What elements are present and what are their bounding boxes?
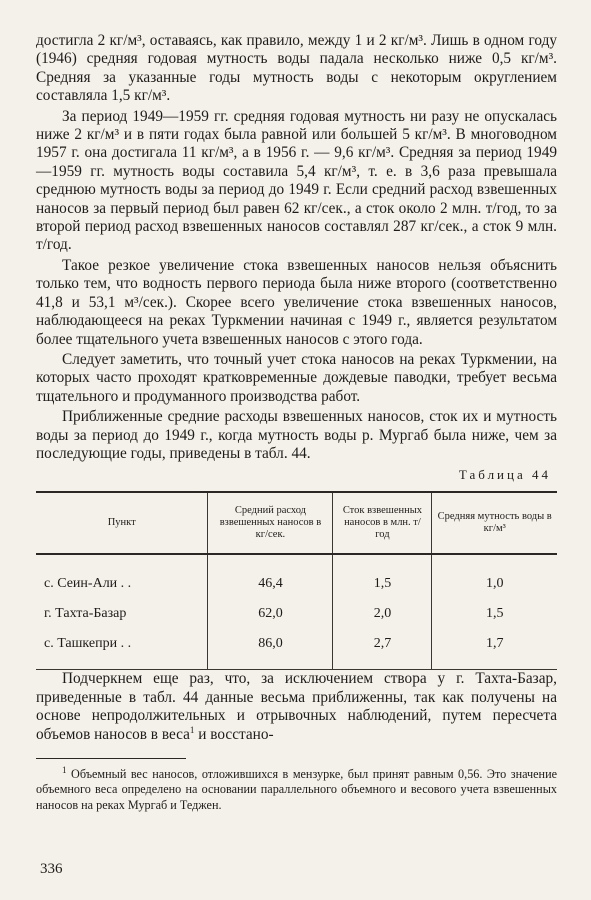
cell-discharge: 86,0 (208, 629, 333, 670)
cell-turbidity: 1,0 (432, 554, 557, 599)
cell-discharge: 62,0 (208, 599, 333, 629)
paragraph-5: Приближенные средние расходы взвешенных наносов, сток их и мутность воды за период до 1949 г., когда мутность воды р. Мургаб была ниже, чем за последующие годы, приведены в табл. 44. (36, 408, 557, 462)
cell-runoff: 2,7 (333, 629, 432, 670)
paragraph-after-table-tail: и восстано- (194, 725, 274, 743)
cell-point: г. Тахта-Базар (44, 606, 127, 622)
table-caption: Таблица 44 (458, 467, 551, 483)
footnote-divider (36, 758, 186, 759)
paragraph-1: достигла 2 кг/м³, оставаясь, как правило, между 1 и 2 кг/м³. Лишь в одном году (1946) средняя годовая мутность воды падала несколько ниже 0,5 кг/м³. Средняя за указанные годы мутность воды с некоторым округлением составляла 1,5 кг/м³. (36, 32, 557, 105)
table-row (36, 629, 557, 670)
paragraph-after-table (36, 670, 557, 744)
cell-runoff: 2,0 (333, 599, 432, 629)
cell-discharge: 46,4 (208, 554, 333, 599)
table-row (36, 599, 557, 629)
header-runoff: Сток взвешенных наносов в млн. т/год (333, 492, 432, 554)
paragraph-after-table-text: Подчеркнем еще раз, что, за исключением створа у г. Тахта-Базар, приведенные в табл. 44 данные весьма приближенны, так как получены на основе непродолжительных и отрывочных наблюдений, путем пересчета объемов наносов в веса (36, 670, 557, 743)
footnote-marker: 1 (62, 764, 67, 775)
page-body (36, 32, 557, 813)
header-turbidity: Средняя мутность воды в кг/м³ (432, 492, 557, 554)
paragraph-4: Следует заметить, что точный учет стока наносов на реках Туркмении, на которых часто проходят кратковременные дождевые паводки, требует весьма тщательного и продуманного производства работ. (36, 350, 557, 405)
table-header-row (36, 492, 557, 554)
header-point: Пункт (107, 517, 136, 529)
header-discharge: Средний расход взвешенных наносов в кг/сек. (208, 492, 333, 554)
page-number: 336 (40, 861, 63, 877)
paragraph-2: За период 1949—1959 гг. средняя годовая мутность ни разу не опускалась ниже 2 кг/м³ и в пяти годах была равной или большей 5 кг/м³. В многоводном 1957 г. она достигала 11 кг/м³, а в 1956 г. — 9,6 кг/м³. Средняя за период 1949—1959 гг. мутность воды составила 5,4 кг/м³, т. е. в 3,6 раза превышала среднюю мутность воды за период до 1949 г. Если средний расход взвешенных наносов за первый период был равен 62 кг/сек., а сток около 2 млн. т/год, то за второй период расход взвешенных наносов составлял 287 кг/сек., а сток 9 млн. т/год. (36, 107, 557, 254)
paragraph-3: Такое резкое увеличение стока взвешенных наносов нельзя объяснить только тем, что водность первого периода была ниже второго (соответственно 41,8 и 53,1 м³/сек.). Скорее всего увеличение стока взвешенных наносов, наблюдающееся на реках Туркмении начиная с 1949 г., является результатом более тщательного учета взвешенных наносов с этого года. (36, 256, 557, 348)
table-44 (36, 491, 557, 670)
footnote-ref: 1 (189, 724, 195, 735)
footnote (36, 764, 557, 814)
cell-point: с. Сеин-Али . . (44, 576, 132, 592)
footnote-text: Объемный вес наносов, отложившихся в мензурке, был принят равным 0,56. Это значение объемного веса определено на основании параллельного объемного и весового учета взвешенных наносов на реках Мургаб и Теджен. (36, 766, 557, 812)
table-row (36, 554, 557, 599)
cell-point: с. Ташкепри . . (44, 636, 132, 652)
cell-turbidity: 1,7 (432, 629, 557, 670)
cell-turbidity: 1,5 (432, 599, 557, 629)
cell-runoff: 1,5 (333, 554, 432, 599)
